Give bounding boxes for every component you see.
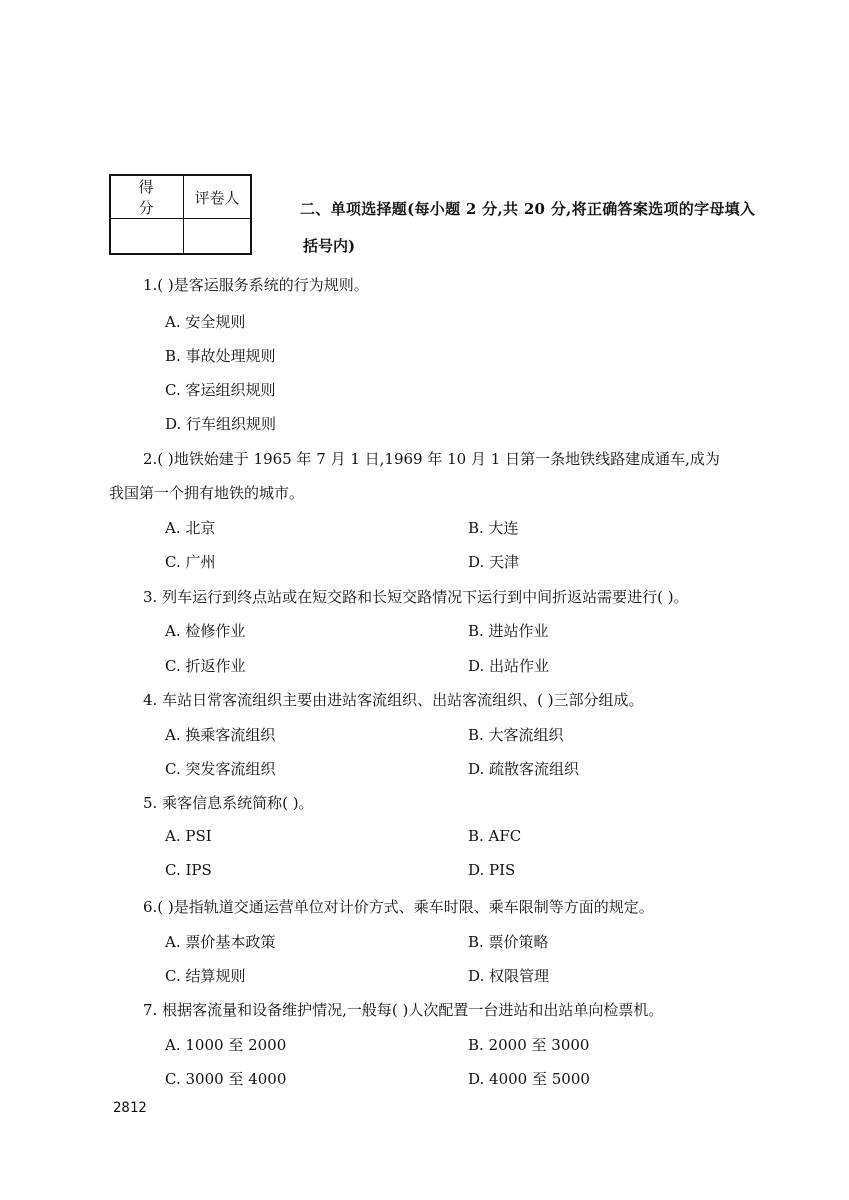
question-6: 6.( )是指轨道交通运营单位对计价方式、乘车时限、乘车限制等方面的规定。 xyxy=(143,898,654,916)
q1-option-a: A. 安全规则 xyxy=(165,313,246,331)
grader-label: 评卷人 xyxy=(184,175,252,219)
question-3: 3. 列车运行到终点站或在短交路和长短交路情况下运行到中间折返站需要进行( )。 xyxy=(143,588,689,606)
q1-option-b: B. 事故处理规则 xyxy=(165,347,276,365)
score-table xyxy=(109,174,252,255)
q1-option-d: D. 行车组织规则 xyxy=(165,415,277,433)
q4-option-b: B. 大客流组织 xyxy=(468,726,564,744)
q3-option-b: B. 进站作业 xyxy=(468,622,549,640)
q6-option-c: C. 结算规则 xyxy=(165,967,246,985)
q7-option-b: B. 2000 至 3000 xyxy=(468,1036,590,1054)
q2-option-c: C. 广州 xyxy=(165,553,216,571)
q4-option-c: C. 突发客流组织 xyxy=(165,760,276,778)
q2-option-a: A. 北京 xyxy=(165,519,216,537)
q6-option-a: A. 票价基本政策 xyxy=(165,933,276,951)
q7-option-d: D. 4000 至 5000 xyxy=(468,1070,590,1088)
q4-option-a: A. 换乘客流组织 xyxy=(165,726,276,744)
q6-option-d: D. 权限管理 xyxy=(468,967,550,985)
q5-option-d: D. PIS xyxy=(468,861,516,879)
score-label: 得 分 xyxy=(110,175,184,219)
question-2: 2.( )地铁始建于 1965 年 7 月 1 日,1969 年 10 月 1 日第一条地铁线路建成通车,成为 xyxy=(143,450,720,468)
q2-option-b: B. 大连 xyxy=(468,519,519,537)
q5-option-a: A. PSI xyxy=(165,827,212,845)
question-1: 1.( )是客运服务系统的行为规则。 xyxy=(143,276,369,294)
q5-option-c: C. IPS xyxy=(165,861,212,879)
q5-option-b: B. AFC xyxy=(468,827,522,845)
question-2-cont: 我国第一个拥有地铁的城市。 xyxy=(109,484,305,502)
q3-option-d: D. 出站作业 xyxy=(468,657,550,675)
question-4: 4. 车站日常客流组织主要由进站客流组织、出站客流组织、( )三部分组成。 xyxy=(143,691,644,709)
question-7: 7. 根据客流量和设备维护情况,一般每( )人次配置一台进站和出站单向检票机。 xyxy=(143,1001,664,1019)
q7-option-c: C. 3000 至 4000 xyxy=(165,1070,287,1088)
q2-option-d: D. 天津 xyxy=(468,553,520,571)
q3-option-a: A. 检修作业 xyxy=(165,622,246,640)
grader-cell xyxy=(184,219,252,255)
page-number: 2812 xyxy=(113,1100,147,1116)
q1-option-c: C. 客运组织规则 xyxy=(165,381,276,399)
q7-option-a: A. 1000 至 2000 xyxy=(165,1036,287,1054)
section-title: 二、单项选择题(每小题 2 分,共 20 分,将正确答案选项的字母填入 xyxy=(300,200,756,218)
score-cell xyxy=(110,219,184,255)
section-title-cont: 括号内) xyxy=(303,237,356,255)
q6-option-b: B. 票价策略 xyxy=(468,933,549,951)
q3-option-c: C. 折返作业 xyxy=(165,657,246,675)
question-5: 5. 乘客信息系统简称( )。 xyxy=(143,794,314,812)
q4-option-d: D. 疏散客流组织 xyxy=(468,760,580,778)
